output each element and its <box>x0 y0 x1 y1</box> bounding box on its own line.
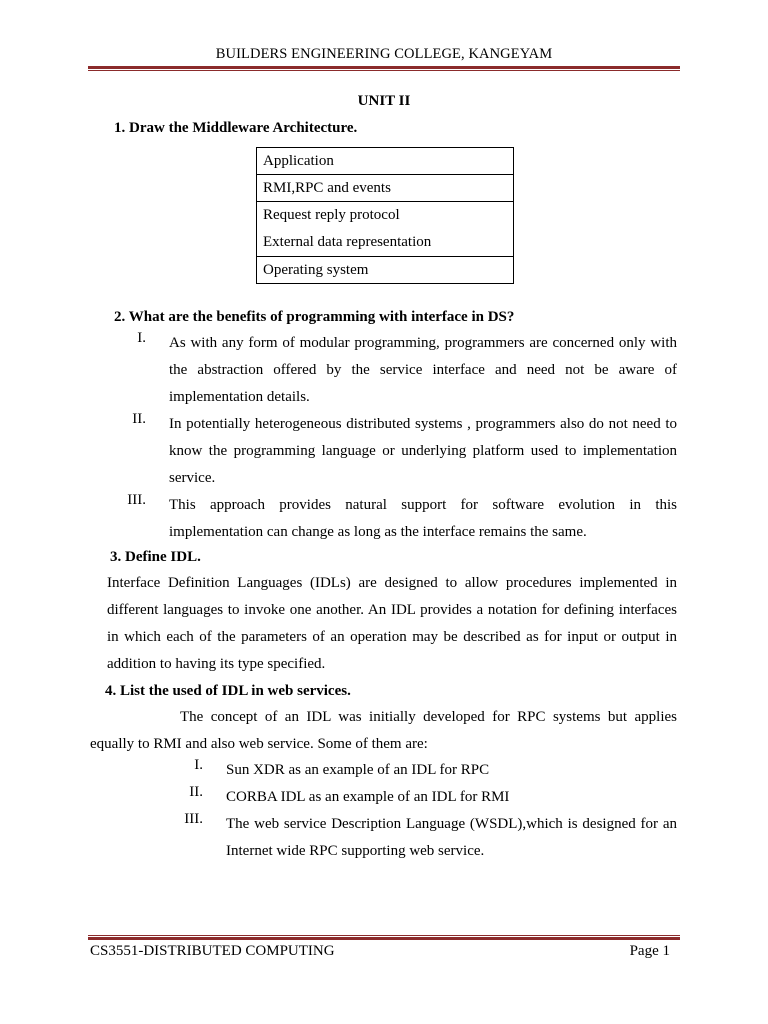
list-item-number: II. <box>132 411 146 427</box>
question-3-heading: 3. Define IDL. <box>110 549 201 565</box>
footer-course: CS3551-DISTRIBUTED COMPUTING <box>90 943 335 959</box>
footer-rule <box>88 935 680 940</box>
list-item-number: III. <box>184 811 203 827</box>
list-item <box>0 811 677 865</box>
list-item-number: II. <box>189 784 203 800</box>
layer-external-data-representation: External data representation <box>263 234 432 250</box>
layer-application: Application <box>257 148 514 175</box>
list-item-text: In potentially heterogeneous distributed systems , programmers also do not need to know the programming language or underlying platform used to implementation service. <box>169 416 677 486</box>
layer-middleware-protocols <box>257 202 514 257</box>
list-item-text: Sun XDR as an example of an IDL for RPC <box>226 762 490 778</box>
list-item-text: The web service Description Language (WSDL),which is designed for an Internet wide RPC supporting web service. <box>226 816 677 859</box>
list-item-number: I. <box>137 330 146 346</box>
header-rule <box>88 66 680 71</box>
list-item <box>0 784 677 811</box>
idl-examples-list <box>0 757 677 865</box>
list-item-text: CORBA IDL as an example of an IDL for RMI <box>226 789 510 805</box>
layer-rmi-rpc-events: RMI,RPC and events <box>257 175 514 202</box>
list-item <box>0 757 677 784</box>
list-item <box>0 492 677 546</box>
question-1-heading: 1. Draw the Middleware Architecture. <box>114 120 358 136</box>
list-item-text: This approach provides natural support for software evolution in this implementation can change as long as the interface remains the same. <box>169 497 677 540</box>
layer-operating-system: Operating system <box>257 257 514 284</box>
question-4-heading: 4. List the used of IDL in web services. <box>105 683 351 699</box>
page-header: BUILDERS ENGINEERING COLLEGE, KANGEYAM <box>215 46 553 62</box>
idl-web-services-paragraph: The concept of an IDL was initially developed for RPC systems but applies equally to RMI and also web service. Some of them are: <box>90 709 677 752</box>
benefits-list <box>0 330 677 546</box>
list-item <box>0 330 677 411</box>
idl-definition-paragraph: Interface Definition Languages (IDLs) are designed to allow procedures implemented in different languages to invoke one another. An IDL provides a notation for defining interfaces in which each of the parameters of an operation may be described as for input or output in addition to having its type specified. <box>107 575 677 672</box>
layer-request-reply: Request reply protocol <box>263 207 400 223</box>
question-2-heading: 2. What are the benefits of programming with interface in DS? <box>114 309 515 325</box>
list-item-number: I. <box>194 757 203 773</box>
list-item-text: As with any form of modular programming, programmers are concerned only with the abstraction offered by the service interface and need not be aware of implementation details. <box>169 335 677 405</box>
unit-title: UNIT II <box>357 93 411 109</box>
footer-page-number: Page 1 <box>629 943 670 959</box>
list-item <box>0 411 677 492</box>
list-item-number: III. <box>127 492 146 508</box>
middleware-architecture-table <box>256 147 514 284</box>
